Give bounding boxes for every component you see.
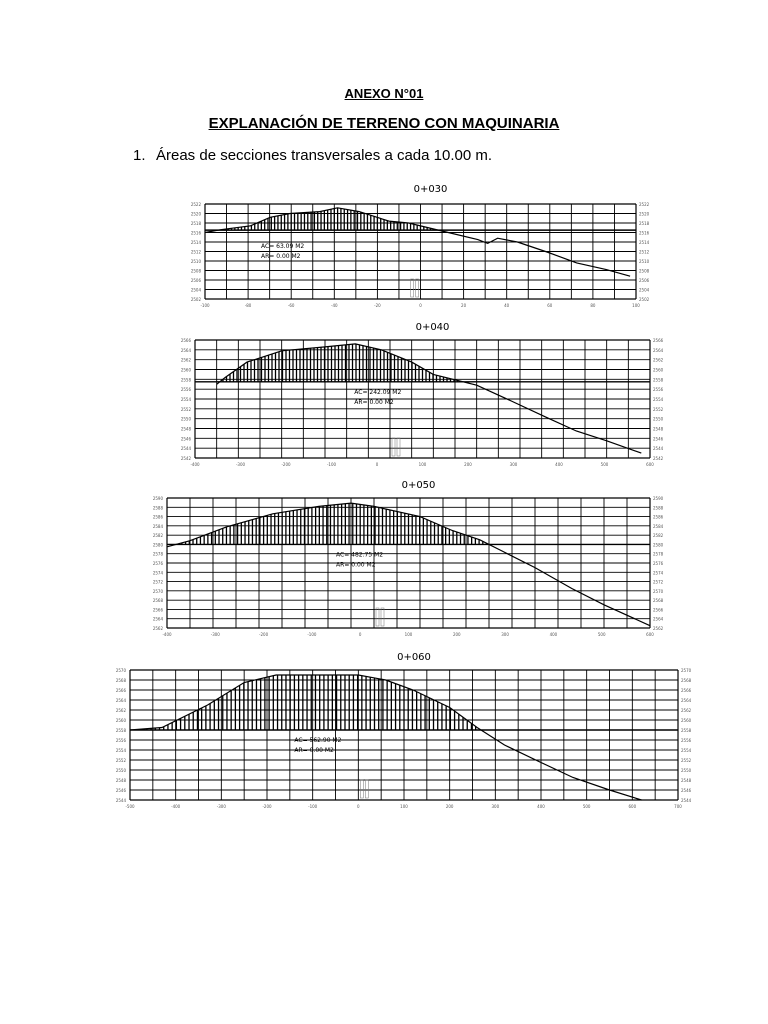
elevation-label-left: 2550 xyxy=(180,416,191,422)
elevation-label-right: 2564 xyxy=(653,616,664,622)
section-drawing xyxy=(150,320,665,470)
area-cut-label: AC= 242.09 M2 xyxy=(354,388,402,396)
elevation-label-right: 2560 xyxy=(681,718,692,723)
elevation-label-left: 2548 xyxy=(115,778,126,783)
centerline-marker xyxy=(376,608,379,626)
station-label: -40 xyxy=(331,303,338,308)
elevation-label-left: 2580 xyxy=(152,542,163,548)
section-drawing xyxy=(160,182,660,310)
station-label: 200 xyxy=(464,462,472,467)
area-fill-label: AR= 0.00 M2 xyxy=(354,398,394,406)
elevation-label-right: 2566 xyxy=(653,607,664,613)
elevation-label-left: 2582 xyxy=(152,533,163,539)
elevation-label-left: 2512 xyxy=(190,249,201,255)
elevation-label-left: 2562 xyxy=(115,708,126,713)
cross-section-0060 xyxy=(115,650,695,813)
cross-section-0050 xyxy=(150,478,665,636)
station-label: 100 xyxy=(404,632,413,637)
station-label: 400 xyxy=(549,632,558,637)
station-label: -300 xyxy=(210,632,220,637)
station-label: -200 xyxy=(262,804,272,809)
elevation-label-left: 2508 xyxy=(190,268,201,274)
elevation-label-right: 2554 xyxy=(681,748,692,753)
elevation-label-left: 2502 xyxy=(190,297,201,302)
station-label: -400 xyxy=(190,462,200,467)
elevation-label-left: 2552 xyxy=(115,758,126,763)
elevation-label-right: 2520 xyxy=(639,211,650,217)
elevation-label-right: 2576 xyxy=(653,561,664,566)
elevation-label-left: 2566 xyxy=(180,338,191,343)
list-item-number: 1. xyxy=(133,147,146,164)
station-label: 200 xyxy=(452,632,461,637)
area-cut-label: AC= 63.09 M2 xyxy=(261,243,305,251)
elevation-label-right: 2566 xyxy=(681,688,692,693)
elevation-label-left: 2558 xyxy=(180,377,191,383)
ground-profile xyxy=(130,675,642,800)
elevation-label-left: 2516 xyxy=(190,230,201,236)
elevation-label-right: 2542 xyxy=(653,456,664,461)
elevation-label-left: 2544 xyxy=(115,798,126,803)
elevation-label-right: 2548 xyxy=(653,426,664,432)
elevation-label-left: 2566 xyxy=(152,607,163,613)
section-drawing xyxy=(115,650,695,813)
centerline-marker xyxy=(381,608,384,626)
elevation-label-left: 2570 xyxy=(152,588,163,594)
elevation-label-right: 2568 xyxy=(653,598,664,604)
elevation-label-right: 2578 xyxy=(653,551,664,557)
elevation-label-right: 2552 xyxy=(653,406,664,412)
station-label: 100 xyxy=(418,462,427,467)
station-label: 200 xyxy=(445,804,454,809)
elevation-label-right: 2512 xyxy=(639,249,650,255)
station-label: -400 xyxy=(171,804,181,809)
elevation-label-left: 2556 xyxy=(180,387,191,393)
elevation-label-left: 2554 xyxy=(180,397,191,402)
elevation-label-left: 2564 xyxy=(180,347,191,353)
elevation-label-left: 2546 xyxy=(115,788,126,793)
station-label: 20 xyxy=(461,303,467,308)
station-label: -100 xyxy=(326,462,337,467)
elevation-label-right: 2588 xyxy=(653,505,664,511)
elevation-label-left: 2548 xyxy=(180,426,191,432)
elevation-label-right: 2556 xyxy=(653,387,664,393)
elevation-label-right: 2570 xyxy=(681,668,692,673)
elevation-label-left: 2568 xyxy=(115,678,126,683)
elevation-label-left: 2550 xyxy=(115,768,126,773)
elevation-label-right: 2580 xyxy=(653,542,664,548)
elevation-label-left: 2586 xyxy=(152,514,163,520)
elevation-label-left: 2568 xyxy=(152,598,163,604)
station-label: 60 xyxy=(547,303,553,308)
station-label: 0 xyxy=(419,303,422,308)
station-label: 500 xyxy=(597,632,606,637)
section-title: 0+040 xyxy=(415,322,450,333)
centerline-marker xyxy=(397,438,400,456)
elevation-label-left: 2558 xyxy=(115,728,126,733)
elevation-label-left: 2572 xyxy=(152,579,163,585)
elevation-label-left: 2554 xyxy=(115,748,126,753)
elevation-label-right: 2554 xyxy=(653,397,664,402)
elevation-label-right: 2556 xyxy=(681,738,692,743)
station-label: -200 xyxy=(259,632,269,637)
elevation-label-right: 2514 xyxy=(639,240,650,245)
station-label: -300 xyxy=(216,804,226,809)
area-cut-label: AC= 482.75 M2 xyxy=(336,551,384,559)
elevation-label-left: 2588 xyxy=(152,505,163,511)
station-label: 0 xyxy=(357,804,360,809)
annex-heading: ANEXO N°01 xyxy=(344,86,424,101)
elevation-label-right: 2568 xyxy=(681,678,692,683)
elevation-label-right: 2570 xyxy=(653,588,664,594)
elevation-label-right: 2510 xyxy=(639,259,650,264)
elevation-label-left: 2578 xyxy=(152,551,163,557)
station-label: -20 xyxy=(374,303,381,308)
station-label: -100 xyxy=(307,632,317,637)
elevation-label-right: 2504 xyxy=(639,287,650,293)
section-title: 0+030 xyxy=(413,184,448,195)
area-fill-label: AR= 0.00 M2 xyxy=(336,561,376,569)
station-label: 600 xyxy=(628,804,637,809)
elevation-label-left: 2562 xyxy=(152,626,163,631)
elevation-label-left: 2556 xyxy=(115,738,126,743)
elevation-label-right: 2502 xyxy=(639,297,650,302)
elevation-label-right: 2550 xyxy=(681,768,692,773)
elevation-label-right: 2546 xyxy=(653,436,664,442)
station-label: 600 xyxy=(646,462,654,467)
elevation-label-right: 2552 xyxy=(681,758,692,763)
station-label: 600 xyxy=(646,632,654,637)
elevation-label-right: 2518 xyxy=(639,221,650,226)
elevation-label-left: 2544 xyxy=(180,446,191,452)
elevation-label-left: 2518 xyxy=(190,221,201,226)
elevation-label-right: 2562 xyxy=(653,357,664,363)
area-fill-label: AR= 0.00 M2 xyxy=(261,253,301,261)
station-label: -200 xyxy=(281,462,291,467)
elevation-label-right: 2574 xyxy=(653,570,664,576)
elevation-label-right: 2550 xyxy=(653,416,664,422)
elevation-label-right: 2548 xyxy=(681,778,692,783)
elevation-label-right: 2544 xyxy=(681,798,692,803)
elevation-label-left: 2546 xyxy=(180,436,191,442)
elevation-label-right: 2590 xyxy=(653,496,664,501)
centerline-marker xyxy=(392,438,395,456)
elevation-label-right: 2546 xyxy=(681,788,692,793)
elevation-label-right: 2562 xyxy=(653,626,664,631)
elevation-label-right: 2582 xyxy=(653,533,664,539)
elevation-label-right: 2586 xyxy=(653,514,664,520)
elevation-label-right: 2560 xyxy=(653,367,664,373)
station-label: -80 xyxy=(244,303,252,308)
station-label: 500 xyxy=(600,462,609,467)
cross-section-0030 xyxy=(160,182,660,310)
station-label: 0 xyxy=(358,632,362,637)
section-drawing xyxy=(150,478,665,636)
elevation-label-left: 2574 xyxy=(152,570,163,576)
station-label: -60 xyxy=(287,303,295,308)
area-fill-label: AR= 0.00 M2 xyxy=(294,747,334,754)
elevation-label-left: 2566 xyxy=(115,688,126,693)
section-title: 0+060 xyxy=(397,652,431,663)
station-label: -300 xyxy=(235,462,246,467)
centerline-marker xyxy=(411,279,414,297)
elevation-label-right: 2506 xyxy=(639,278,650,283)
area-cut-label: AC= 562.90 M2 xyxy=(294,737,342,744)
ground-profile xyxy=(217,344,642,453)
elevation-label-right: 2562 xyxy=(681,708,692,713)
list-item-text: Áreas de secciones transversales a cada 10.00 m. xyxy=(156,147,493,164)
station-label: 400 xyxy=(537,804,545,809)
centerline-marker xyxy=(360,780,363,798)
elevation-label-left: 2564 xyxy=(152,616,163,622)
station-label: 40 xyxy=(504,303,510,308)
elevation-label-left: 2542 xyxy=(180,456,191,461)
elevation-label-left: 2552 xyxy=(180,406,191,412)
elevation-label-right: 2508 xyxy=(639,268,650,274)
elevation-label-left: 2514 xyxy=(190,240,201,245)
elevation-label-left: 2504 xyxy=(190,287,201,293)
elevation-label-left: 2570 xyxy=(115,668,126,673)
station-label: 400 xyxy=(555,462,563,467)
station-label: 300 xyxy=(491,804,500,809)
elevation-label-left: 2520 xyxy=(190,211,201,217)
elevation-label-right: 2522 xyxy=(639,202,650,207)
elevation-label-right: 2572 xyxy=(653,579,664,585)
station-label: -100 xyxy=(308,804,318,809)
elevation-label-right: 2516 xyxy=(639,230,650,236)
section-title: 0+050 xyxy=(401,480,436,491)
elevation-label-left: 2590 xyxy=(152,496,163,501)
list-item xyxy=(133,147,492,164)
station-label: 0 xyxy=(375,462,379,467)
cross-section-0040 xyxy=(150,320,665,470)
elevation-label-left: 2560 xyxy=(180,367,191,373)
station-label: 300 xyxy=(509,462,518,467)
elevation-label-left: 2560 xyxy=(115,718,126,723)
elevation-label-right: 2558 xyxy=(681,728,692,733)
elevation-label-left: 2510 xyxy=(190,259,201,264)
centerline-marker xyxy=(365,780,368,798)
elevation-label-left: 2576 xyxy=(152,561,163,566)
elevation-label-right: 2566 xyxy=(653,338,664,343)
station-label: -100 xyxy=(200,303,210,308)
elevation-label-left: 2562 xyxy=(180,357,191,363)
elevation-label-right: 2558 xyxy=(653,377,664,383)
elevation-label-left: 2506 xyxy=(190,278,201,283)
station-label: 300 xyxy=(501,632,509,637)
elevation-label-right: 2544 xyxy=(653,446,664,452)
station-label: -400 xyxy=(162,632,172,637)
elevation-label-left: 2522 xyxy=(190,202,201,207)
centerline-marker xyxy=(416,279,419,297)
elevation-label-right: 2564 xyxy=(653,347,664,353)
station-label: 500 xyxy=(582,804,591,809)
station-label: 80 xyxy=(590,303,596,308)
document-title: EXPLANACIÓN DE TERRENO CON MAQUINARIA xyxy=(208,115,560,132)
elevation-label-right: 2584 xyxy=(653,523,664,529)
elevation-label-left: 2564 xyxy=(115,698,126,703)
elevation-label-left: 2584 xyxy=(152,523,163,529)
station-label: 100 xyxy=(632,303,640,308)
elevation-label-right: 2564 xyxy=(681,698,692,703)
station-label: -500 xyxy=(125,804,135,809)
station-label: 700 xyxy=(674,804,682,809)
station-label: 100 xyxy=(400,804,408,809)
